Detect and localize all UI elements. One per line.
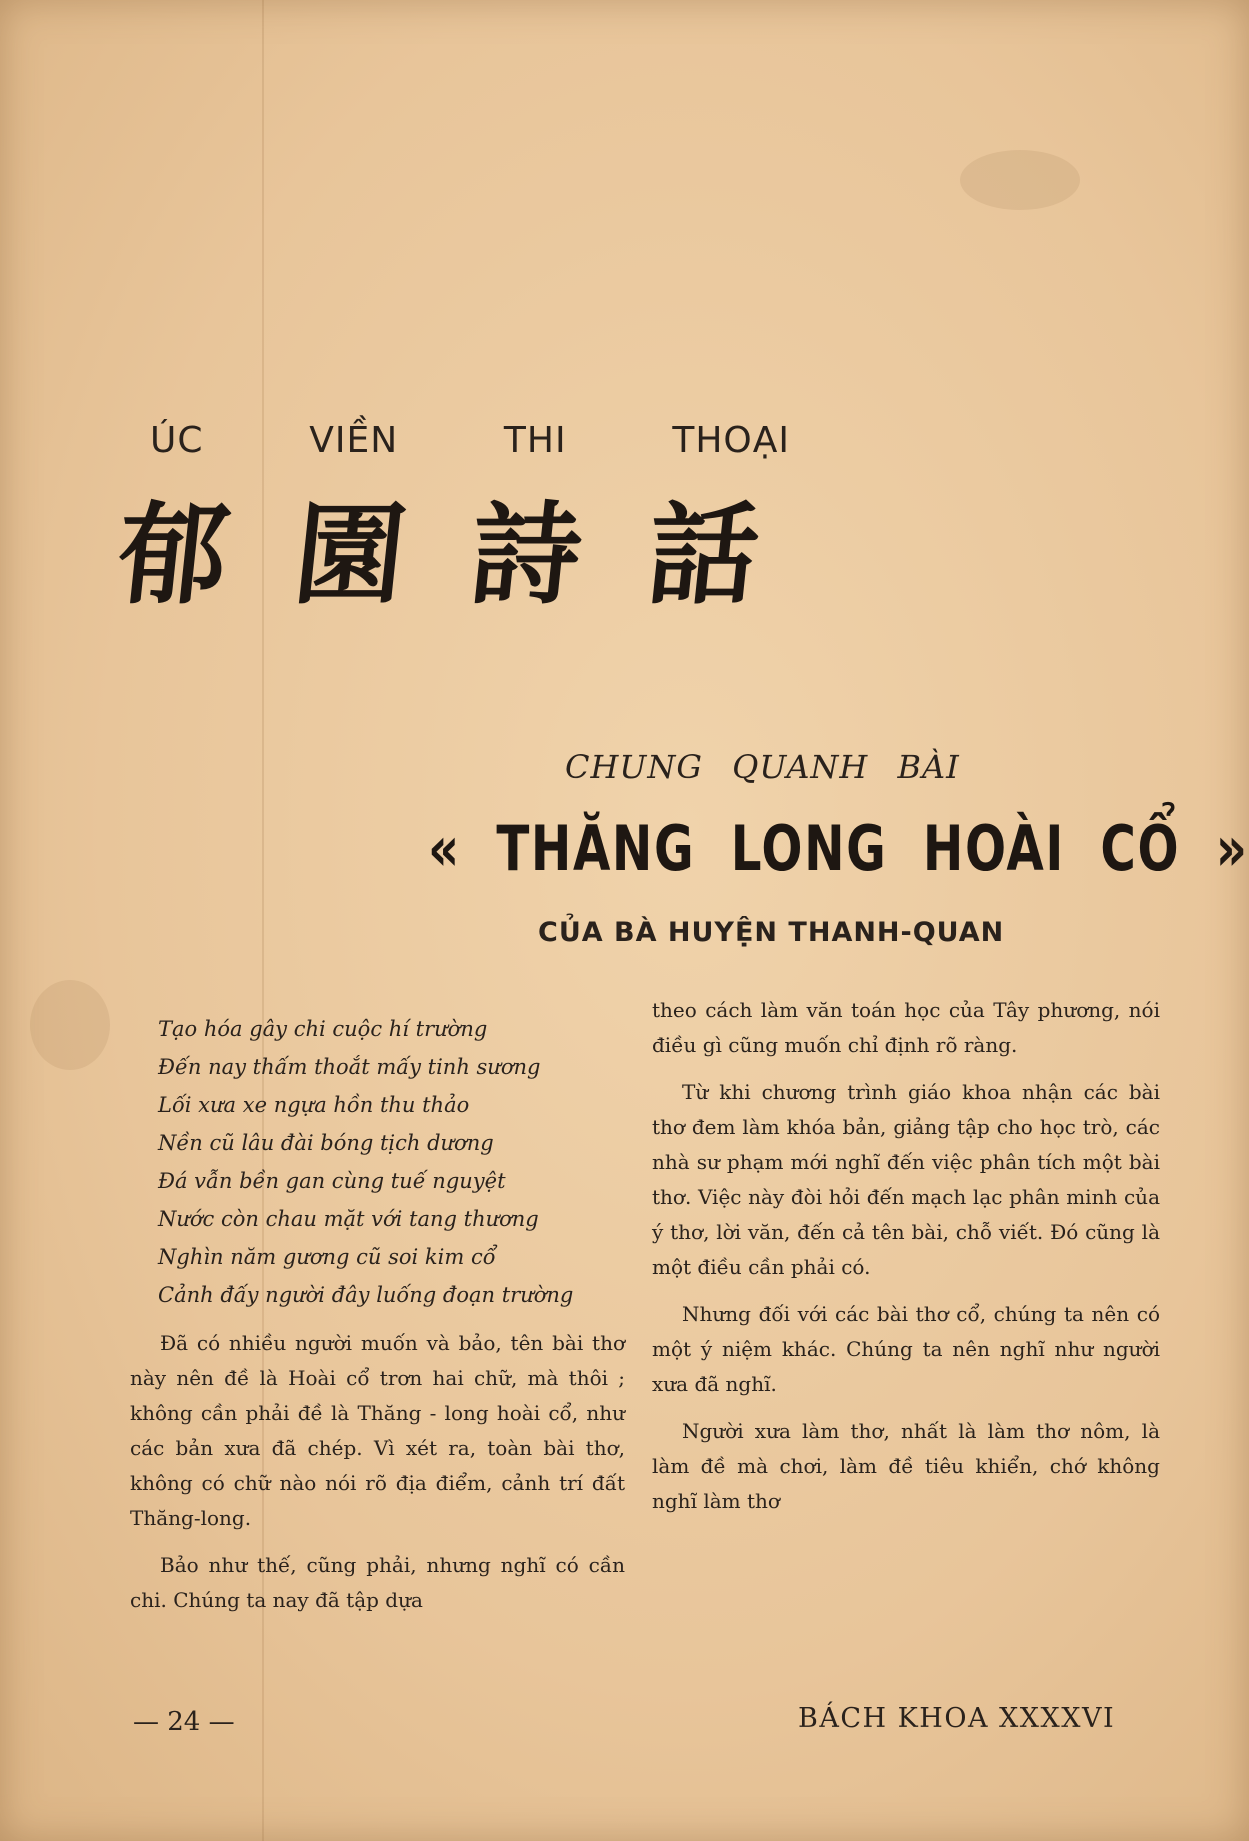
calligraphy-character: 園: [287, 490, 412, 619]
series-title-word: VIỀN: [309, 420, 399, 461]
body-paragraph: theo cách làm văn toán học của Tây phương, nói điều gì cũng muốn chỉ định rõ ràng.: [652, 998, 1160, 1057]
paper-stain: [960, 150, 1080, 210]
body-paragraph: Nhưng đối với các bài thơ cổ, chúng ta nên có một ý niệm khác. Chúng ta nên nghĩ như người xưa đã nghĩ.: [652, 1302, 1160, 1396]
left-text-column: [130, 1010, 625, 1630]
article-headline: « THĂNG LONG HOÀI CỔ »: [428, 812, 1249, 885]
poem-line: Cảnh đấy người đây luống đoạn trường: [158, 1283, 574, 1307]
calligraphy-character: 詩: [464, 490, 589, 619]
calligraphy-character: 郁: [111, 490, 235, 619]
poem-line: Đến nay thấm thoắt mấy tinh sương: [158, 1055, 541, 1079]
series-title-word: THI: [503, 420, 567, 461]
series-title-word: THOẠI: [672, 420, 790, 461]
article-byline: CỦA BÀ HUYỆN THANH-QUAN: [538, 917, 1005, 948]
body-paragraph: Từ khi chương trình giáo khoa nhận các bài thơ đem làm khóa bản, giảng tập cho học trò, các nhà sư phạm mới nghĩ đến việc phân tích một bài thơ. Việc này đòi hỏi đến mạch lạc phân minh của ý thơ, lời văn, đến cả tên bài, chỗ viết. Đó cũng là một điều cần phải có.: [652, 1080, 1160, 1279]
poem-line: Lối xưa xe ngựa hồn thu thảo: [158, 1093, 470, 1117]
chinese-calligraphy-title: [111, 490, 765, 619]
magazine-running-head: BÁCH KHOA XXXXVI: [798, 1703, 1116, 1734]
poem-line: Nghìn năm gương cũ soi kim cổ: [158, 1245, 496, 1269]
body-paragraph: Bảo như thế, cũng phải, nhưng nghĩ có cần chi. Chúng ta nay đã tập dựa: [130, 1553, 625, 1612]
poem-line: Đá vẫn bền gan cùng tuế nguyệt: [158, 1169, 506, 1193]
poem-line: Nước còn chau mặt với tang thương: [158, 1207, 539, 1231]
paper-stain: [30, 980, 110, 1070]
body-paragraph: Người xưa làm thơ, nhất là làm thơ nôm, là làm đề mà chơi, làm đề tiêu khiển, chớ không nghĩ làm thơ: [652, 1419, 1160, 1513]
page-number: — 24 —: [133, 1707, 235, 1737]
right-text-column: [652, 993, 1160, 1531]
poem-line: Nền cũ lâu đài bóng tịch dương: [158, 1131, 494, 1155]
poem-block: [158, 1010, 625, 1314]
poem-line: Tạo hóa gây chi cuộc hí trường: [158, 1017, 488, 1041]
series-title-word: ÚC: [150, 420, 204, 461]
body-paragraph: Đã có nhiều người muốn và bảo, tên bài thơ này nên đề là Hoài cổ trơn hai chữ, mà thôi ; không cần phải đề là Thăng - long hoài cổ, như các bản xưa đã chép. Vì xét ra, toàn bài thơ, không có chữ nào nói rõ địa điểm, cảnh trí đất Thăng-long.: [130, 1331, 625, 1530]
calligraphy-character: 話: [641, 490, 765, 619]
column-series-title: [150, 420, 790, 461]
article-kicker: CHUNG QUANH BÀI: [565, 748, 960, 786]
